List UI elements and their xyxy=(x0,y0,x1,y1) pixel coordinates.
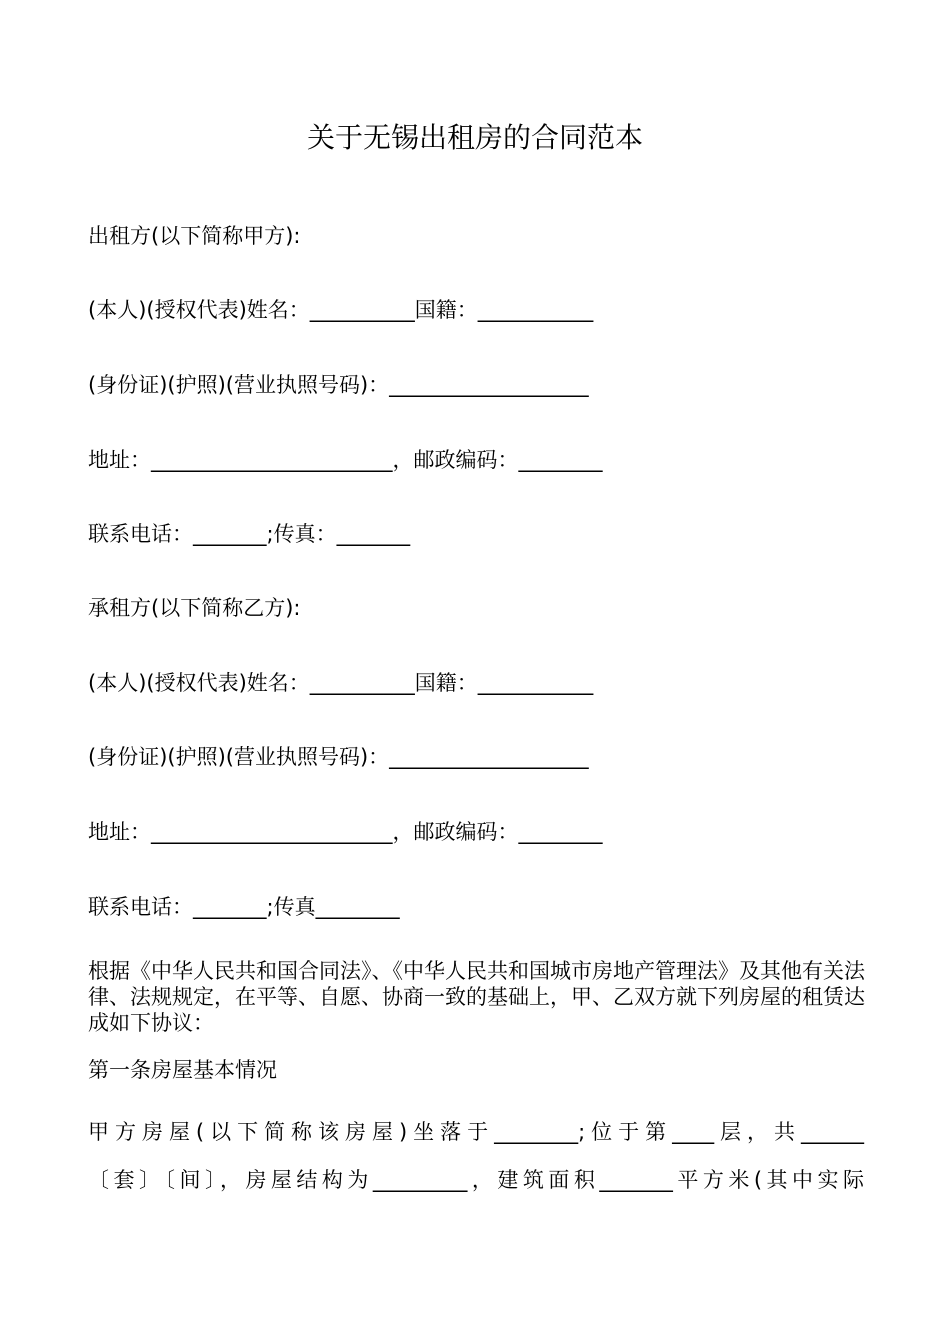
lessor-contact-line: 联系电话：_______;传真：_______ xyxy=(88,522,411,546)
preamble-paragraph: 根据《中华人民共和国合同法》、《中华人民共和国城市房地产管理法》及其他有关法律、法规规定，在平等、自愿、协商一致的基础上，甲、乙双方就下列房屋的租赁达成如下协议： xyxy=(88,959,865,1035)
lessee-id-line: (身份证)(护照)(营业执照号码)：___________________ xyxy=(88,745,589,769)
article-1-line-1: 甲方房屋(以下简称该房屋)坐落于________;位于第____层，共______ xyxy=(88,1120,864,1144)
lessee-name-line: (本人)(授权代表)姓名：__________国籍：___________ xyxy=(88,671,594,695)
lessor-heading: 出租方(以下简称甲方): xyxy=(88,224,301,248)
lessee-address-line: 地址：_______________________，邮政编码：________ xyxy=(88,820,603,844)
article-1-heading: 第一条房屋基本情况 xyxy=(88,1058,277,1082)
lessee-heading: 承租方(以下简称乙方): xyxy=(88,596,301,620)
lessor-name-line: (本人)(授权代表)姓名：__________国籍：___________ xyxy=(88,298,594,322)
lessor-address-line: 地址：_______________________，邮政编码：________ xyxy=(88,448,603,472)
lessor-id-line: (身份证)(护照)(营业执照号码)：___________________ xyxy=(88,373,589,397)
article-1-line-2: 〔套〕〔间〕，房屋结构为_________，建筑面积_______平方米(其中实际 xyxy=(88,1168,864,1192)
lessee-contact-line: 联系电话：_______;传真________ xyxy=(88,895,400,919)
document-title: 关于无锡出租房的合同范本 xyxy=(306,121,643,154)
